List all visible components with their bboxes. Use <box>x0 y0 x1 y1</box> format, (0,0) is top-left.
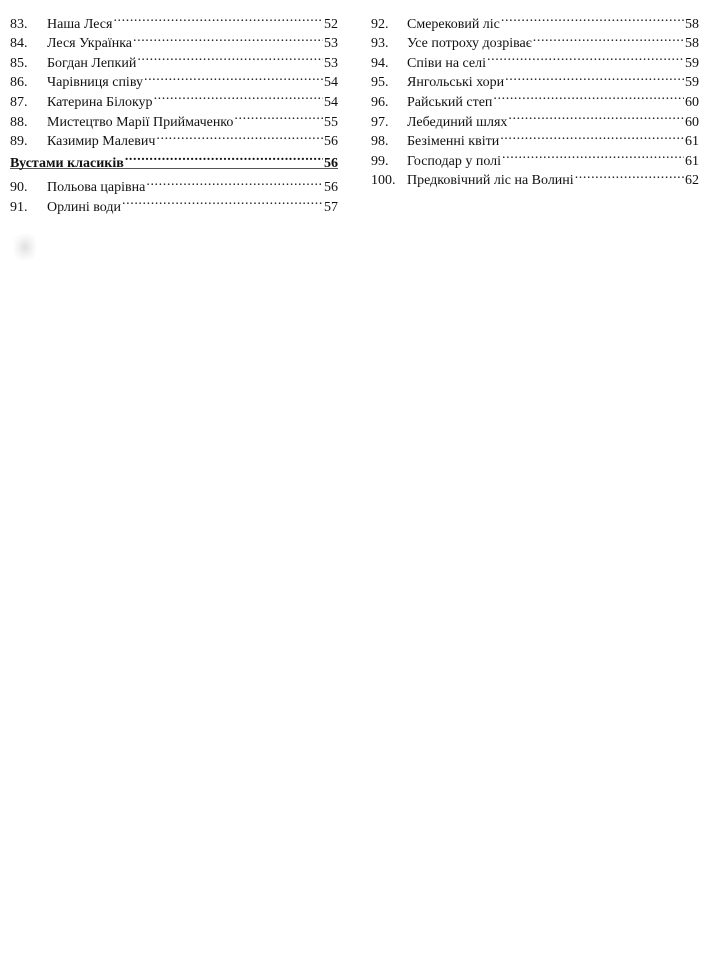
entry-number: 97. <box>371 114 389 130</box>
toc-entry <box>371 8 699 32</box>
entry-page: 61 <box>685 153 699 169</box>
dot-leader <box>156 126 323 146</box>
entry-title: Казимир Малевич <box>47 134 156 150</box>
dot-leader <box>500 126 684 146</box>
entry-number: 98. <box>371 134 389 150</box>
toc-entry <box>10 172 338 196</box>
dot-leader <box>505 67 684 87</box>
entry-number: 99. <box>371 153 389 169</box>
entry-number: 94. <box>371 55 389 71</box>
dot-leader <box>144 67 323 87</box>
dot-leader <box>487 47 684 67</box>
entry-number: 100. <box>371 173 396 189</box>
dot-leader <box>137 47 323 67</box>
toc-entry <box>10 8 338 32</box>
entry-number: 90. <box>10 180 28 196</box>
section-page: 56 <box>324 155 338 171</box>
entry-page: 62 <box>685 173 699 189</box>
entry-title: Усе потроху дозріває <box>407 36 532 52</box>
entry-page: 57 <box>324 199 338 215</box>
section-title: Вустами класиків <box>10 155 124 171</box>
entry-number: 92. <box>371 16 389 32</box>
entry-page: 60 <box>685 94 699 110</box>
toc-left-column <box>10 8 338 215</box>
dot-leader <box>502 145 684 165</box>
entry-title: Райський степ <box>407 94 493 110</box>
scan-smudge-mark <box>14 234 36 260</box>
entry-page: 54 <box>324 94 338 110</box>
entry-title: Леся Українка <box>47 36 132 52</box>
entry-page: 59 <box>685 55 699 71</box>
dot-leader <box>533 28 684 48</box>
entry-title: Лебединий шлях <box>407 114 508 130</box>
entry-title: Орлині води <box>47 199 122 215</box>
dot-leader <box>133 28 323 48</box>
entry-title: Господар у полі <box>407 153 502 169</box>
entry-page: 52 <box>324 16 338 32</box>
entry-number: 91. <box>10 199 28 215</box>
entry-title: Мистецтво Марії Приймаченко <box>47 114 234 130</box>
dot-leader <box>154 86 323 106</box>
dot-leader <box>113 8 323 28</box>
entry-title: Співи на селі <box>407 55 487 71</box>
entry-page: 53 <box>324 55 338 71</box>
dot-leader <box>146 172 323 192</box>
entry-number: 96. <box>371 94 389 110</box>
entry-page: 59 <box>685 75 699 91</box>
entry-page: 61 <box>685 134 699 150</box>
entry-title: Предковічний ліс на Волині <box>407 173 574 189</box>
dot-leader <box>493 86 684 106</box>
entry-title: Богдан Лепкий <box>47 55 137 71</box>
dot-leader <box>508 106 684 126</box>
dot-leader <box>575 165 684 185</box>
entry-page: 60 <box>685 114 699 130</box>
entry-page: 56 <box>324 134 338 150</box>
entry-number: 88. <box>10 114 28 130</box>
entry-title: Катерина Білокур <box>47 94 153 110</box>
entry-page: 53 <box>324 36 338 52</box>
entry-title: Смерековий ліс <box>407 16 500 32</box>
toc-right-column <box>371 8 699 189</box>
entry-title: Польова царівна <box>47 180 146 196</box>
entry-number: 95. <box>371 75 389 91</box>
entry-number: 84. <box>10 36 28 52</box>
entry-page: 58 <box>685 36 699 52</box>
entry-number: 87. <box>10 94 28 110</box>
entry-title: Чарівниця співу <box>47 75 143 91</box>
entry-title: Безіменні квіти <box>407 134 500 150</box>
entry-page: 55 <box>324 114 338 130</box>
entry-number: 93. <box>371 36 389 52</box>
entry-number: 85. <box>10 55 28 71</box>
entry-title: Янгольські хори <box>407 75 505 91</box>
dot-leader <box>122 191 323 211</box>
entry-page: 58 <box>685 16 699 32</box>
dot-leader <box>125 147 323 167</box>
entry-number: 86. <box>10 75 28 91</box>
entry-number: 83. <box>10 16 28 32</box>
entry-number: 89. <box>10 134 28 150</box>
entry-title: Наша Леся <box>47 16 113 32</box>
entry-page: 54 <box>324 75 338 91</box>
dot-leader <box>234 106 323 126</box>
dot-leader <box>501 8 684 28</box>
entry-page: 56 <box>324 180 338 196</box>
